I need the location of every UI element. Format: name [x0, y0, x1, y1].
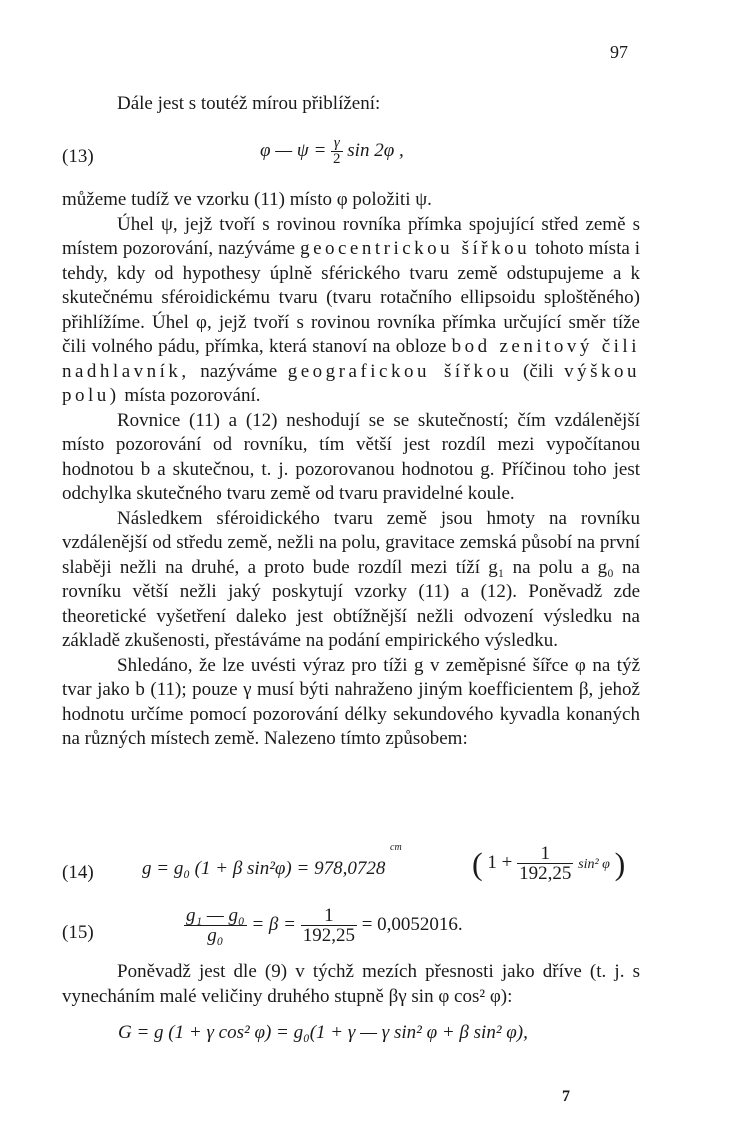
unit-label: cm [390, 842, 402, 853]
intro-text: Dále jest s toutéž mírou přiblížení: [117, 93, 381, 114]
equation-number: (14) [62, 862, 94, 883]
spaced-term: bod zenitový čili nadhlavník, [62, 336, 640, 382]
equation-term: 1 + [487, 851, 513, 873]
spaced-term: výškou polu) [62, 360, 641, 406]
body-text-lower [62, 960, 640, 1009]
equation-number: (15) [62, 922, 94, 943]
fraction-denominator: g₀ [207, 925, 224, 946]
equation-rhs: sin 2φ , [347, 139, 404, 161]
equation-term: sin² φ [578, 856, 610, 872]
body-text [62, 188, 640, 752]
equation-15 [62, 906, 682, 960]
equation-term: = β = [251, 913, 296, 935]
equation-rhs: = 0,0052016. [361, 913, 463, 935]
paragraph: Následkem sféroidického tvaru země jsou hmoty na rovníku vzdálenější od středu země, nežli na polu, gravitace zemská působí na první slaběji nežli na druhé, a proto bude rozdíl mezi tíží g₁ na polu a g₀ na rovníku větší nežli jaký poskytují vzorky (11) a (12). Poněvadž zde theoretické vyšetření daleko jest obtížnější nežli odvození výsledku na základě zkušenosti, přestáváme na podání empirického výsledku. [62, 507, 640, 651]
paragraph: Poněvadž jest dle (9) v týchž mezích přesnosti jako dříve (t. j. s vynecháním malé veličiny druhého stupně βγ sin φ cos² φ): [62, 961, 640, 1007]
equation-g [118, 1022, 678, 1044]
equation-13 [62, 136, 682, 180]
paragraph: Rovnice (11) a (12) neshodují se se skutečností; čím vzdálenější místo pozorování od rovníku, tím větší jest rozdíl mezi vypočítanou hodnotou b a skutečnou, t. j. pozorovanou hodnotou g. Příčinou toho jest odchylka skutečného tvaru země od tvaru pravidelné koule. [62, 409, 640, 504]
equation-g-text: G = g (1 + γ cos² φ) = g₀(1 + γ — γ sin² φ + β sin² φ), [118, 1022, 528, 1043]
fraction-numerator: γ [331, 136, 343, 152]
spaced-term: geocentrickou šířkou [300, 238, 531, 259]
fraction-numerator: g₁ — g₀ [186, 905, 245, 926]
fraction-denominator: 192,25 [519, 863, 572, 884]
equation-14 [62, 840, 682, 890]
fraction-numerator: 1 [517, 844, 573, 864]
paragraph-geocentric: Úhel ψ, jejž tvoří s rovinou rovníka přímka spojující střed země s místem pozorování, nazýváme geocentrickou šířkou tohoto místa i tehdy, kdy od hypothesy úplně sférického tvaru země odstupujeme a k skutečnému sféroidickému tvaru (tvaru rotačního ellipsoidu sploštěného) přihlížíme. Úhel φ, jejž tvoří s rovinou rovníka přímka určující směr tíže čili volného pádu, přímka, která stanoví na obloze bod zenitový čili nadhlavník, nazýváme geografickou šířkou (čili výškou polu) místa pozorování. [62, 213, 641, 406]
equation-number: (13) [62, 146, 94, 167]
spaced-term: geografickou šířkou [287, 360, 513, 382]
signature-mark: 7 [562, 1088, 570, 1105]
paragraph: Shledáno, že lze uvésti výraz pro tíži g v zeměpisné šířce φ na týž tvar jako b (11); pouze γ musí býti nahraženo jiným koefficientem β, jehož hodnotu určíme pomocí pozorování délky sekundového kyvadla konaných na různých místech země. Nalezeno tímto způsobem: [62, 654, 640, 749]
fraction [331, 136, 343, 167]
paren-close: ) [614, 845, 626, 882]
equation-lhs: φ — ψ = [260, 139, 327, 161]
fraction-numerator: 1 [301, 906, 357, 926]
intro-line [62, 92, 640, 117]
fraction [517, 844, 573, 883]
fraction-denominator: 192,25 [302, 925, 355, 946]
equation-lhs: g = g₀ (1 + β sin²φ) = 978,0728 [142, 858, 386, 879]
fraction-denominator: 2 [333, 151, 341, 167]
paragraph: můžeme tudíž ve vzorku (11) místo φ položiti ψ. [62, 189, 432, 210]
page-number: 97 [610, 42, 628, 62]
fraction [184, 906, 247, 945]
fraction [301, 906, 357, 945]
paren-open: ( [472, 845, 483, 882]
